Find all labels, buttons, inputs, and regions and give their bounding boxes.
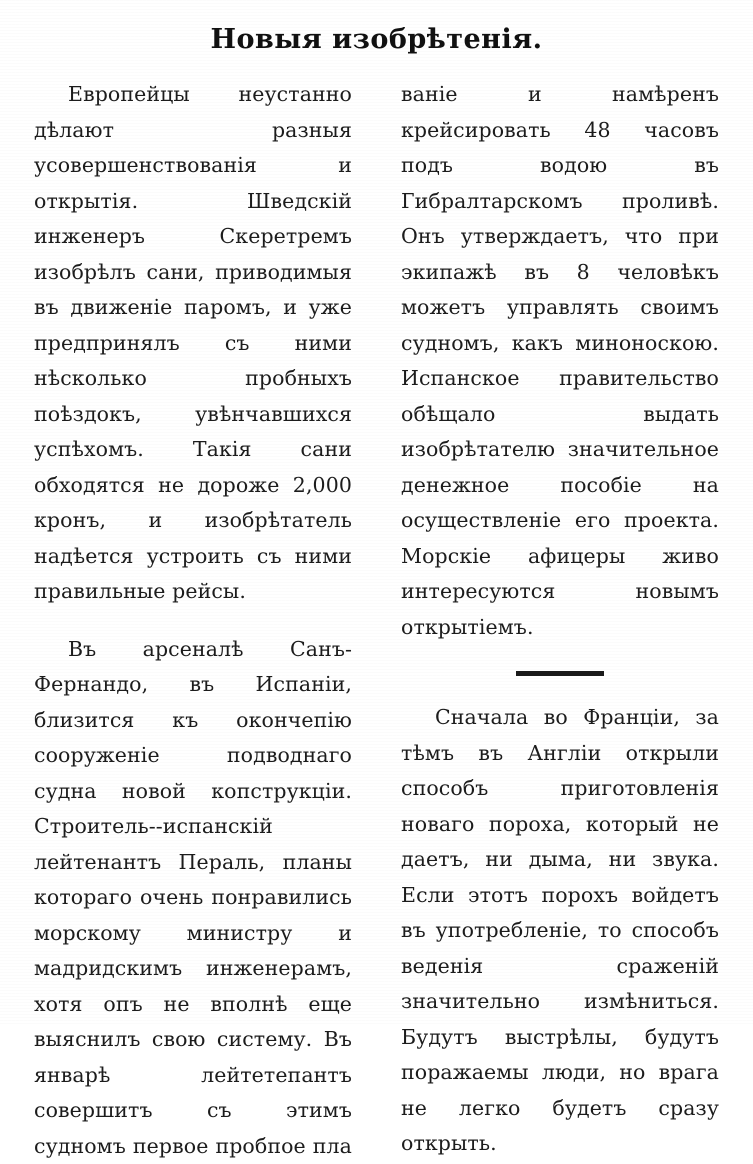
paragraph-text: ваніе и намѣренъ крейсировать 48 часовъ подъ водою въ Гибралтарскомъ проливѣ. Онъ утверждаетъ, что при экипажѣ въ 8 человѣкъ можетъ управлять своимъ судномъ, какъ миноноскою. Испанское правительство обѣщало выдать изобрѣтателю значительное денежное пособіе на осуществленіе его проекта. Морскіе афицеры живо интересуются новымъ открытіемъ. bbox=[401, 82, 719, 639]
paragraph bbox=[401, 77, 719, 645]
paragraph bbox=[34, 77, 352, 610]
paragraph-text: Въ арсеналѣ Санъ-Фернандо, въ Испаніи, близится къ окончепію сооруженіе подводнаго судна новой копструкціи. Строитель--испанскій лейтенантъ Пераль, планы котораго очень понравились морскому министру и мадридскимъ инженерамъ, хотя опъ не вполнѣ еще выяснилъ свою систему. Въ январѣ лейтетепантъ совершитъ съ этимъ судномъ первое пробпое пла bbox=[34, 637, 352, 1158]
paragraph bbox=[34, 632, 352, 1164]
left-column bbox=[34, 77, 352, 1164]
two-column-body bbox=[28, 77, 725, 997]
paragraph-text: Европейцы неустанно дѣлают разныя усовершенствованія и открытія. Шведскій инженеръ Скеретремъ изобрѣлъ сани, приводимыя въ движеніе паромъ, и уже предпринялъ съ ними нѣсколько пробныхъ поѣздокъ, увѣнчавшихся успѣхомъ. Такія сани обходятся не дороже 2,000 кронъ, и изобрѣтатель надѣется устроить съ ними правильные рейсы. bbox=[34, 82, 352, 603]
page-title: Новыя изобрѣтенія. bbox=[28, 24, 725, 55]
right-column bbox=[401, 77, 719, 1162]
paragraph-text: Сначала во Франціи, за тѣмъ въ Англіи открыли способъ приготовленія новаго пороха, который не даетъ, ни дыма, ни звука. Если этотъ порохъ войдетъ въ употребленіе, то способъ веденія сраженій значительно измѣниться. Будутъ выстрѣлы, будутъ поражаемы люди, но врага не легко будетъ сразу открыть. bbox=[401, 705, 719, 1155]
paragraph bbox=[401, 700, 719, 1162]
divider-rule bbox=[516, 671, 604, 676]
section-divider bbox=[401, 671, 719, 676]
